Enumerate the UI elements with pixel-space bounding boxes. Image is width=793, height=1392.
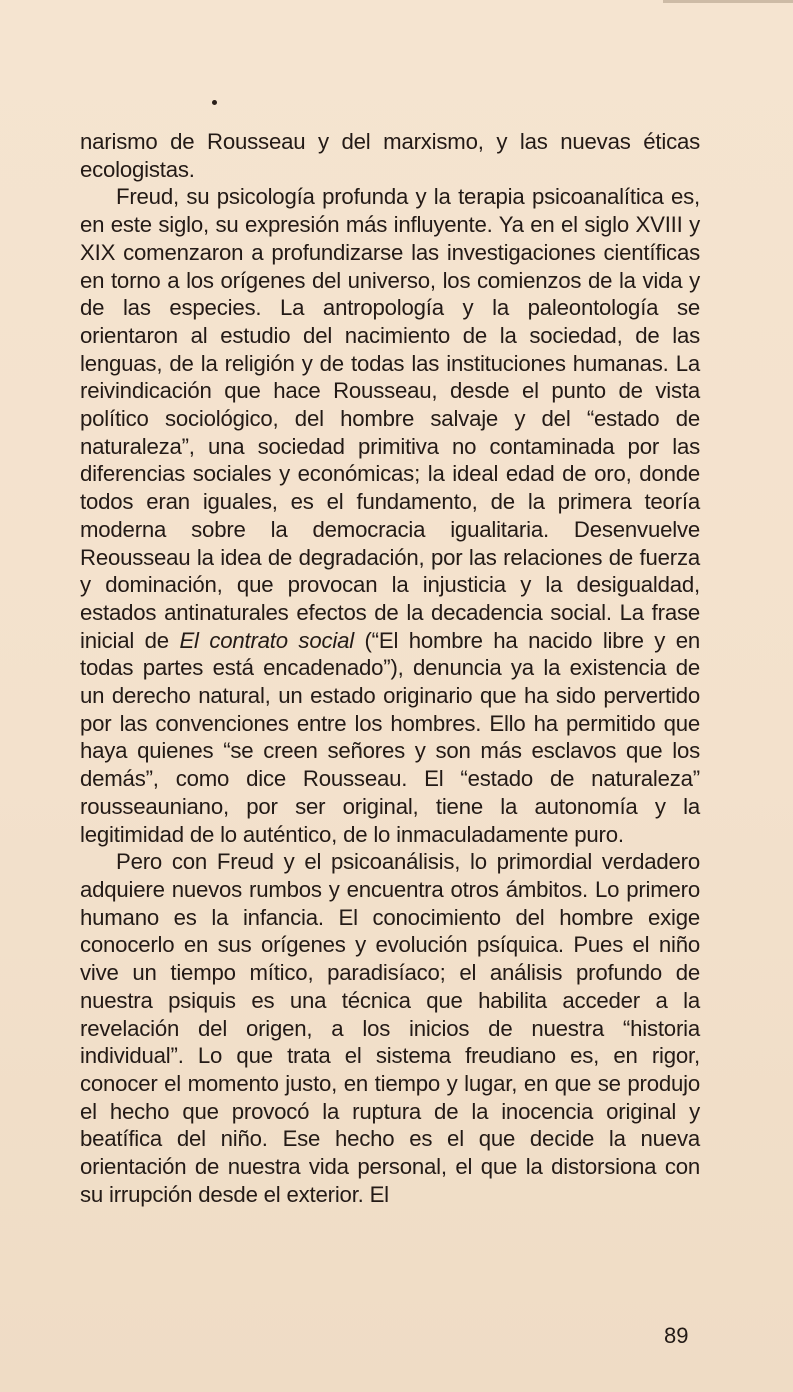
book-title: El contrato social <box>179 627 354 653</box>
paragraph-3: Pero con Freud y el psicoanálisis, lo primordial verdadero adquiere nuevos rumbos y encuentra otros ámbitos. Lo primero humano es la infancia. El conocimiento del hombre exige conocerlo en sus orígenes y evolución psíquica. Pues el niño vive un tiempo mítico, paradisíaco; el análisis profundo de nuestra psiquis es una técnica que habilita acceder a la revelación del origen, a los inicios de nuestra “historia individual”. Lo que trata el sistema freudiano es, en rigor, conocer el momento justo, en tiempo y lugar, en que se produjo el hecho que provocó la ruptura de la inocencia original y beatífica del niño. Ese hecho es el que decide la nueva orientación de nuestra vida personal, el que la distorsiona con su irrupción desde el exterior. El <box>80 849 700 1207</box>
paragraph-2-continuation: (“El hombre ha nacido libre y en todas partes está encadenado”), denuncia ya la existencia de un derecho natural, un estado originario que ha sido pervertido por las convenciones entre los hombres. Ello ha permitido que haya quienes “se creen señores y son más esclavos que los demás”, como dice Rousseau. El “estado de naturaleza” rousseauniano, por ser original, tiene la autonomía y la legitimidad de lo auténtico, de lo inmaculadamente puro. <box>80 627 700 847</box>
body-text <box>80 128 700 1208</box>
paragraph-2-text: Freud, su psicología profunda y la terapia psicoanalítica es, en este siglo, su expresión más influyente. Ya en el siglo XVIII y XIX comenzaron a profundizarse las investigaciones científicas en torno a los orígenes del universo, los comienzos de la vida y de las especies. La antropología y la paleontología se orientaron al estudio del nacimiento de la sociedad, de las lenguas, de la religión y de todas las instituciones humanas. La reivindicación que hace Rousseau, desde el punto de vista político sociológico, del hombre salvaje y del “estado de naturaleza”, una sociedad primitiva no contaminada por las diferencias sociales y económicas; la ideal edad de oro, donde todos eran iguales, es el fundamento, de la primera teoría moderna sobre la democracia igualitaria. Desenvuelve Reousseau la idea de degradación, por las relaciones de fuerza y dominación, que provocan la injusticia y la desigualdad, estados antinaturales efectos de la decadencia social. La frase inicial de <box>80 184 700 653</box>
paragraph-2 <box>80 183 700 848</box>
paragraph-1: narismo de Rousseau y del marxismo, y las nuevas éticas ecologistas. <box>80 129 700 182</box>
ink-speck <box>212 100 217 105</box>
page-number: 89 <box>664 1323 689 1348</box>
page-edge-rule <box>663 0 793 3</box>
